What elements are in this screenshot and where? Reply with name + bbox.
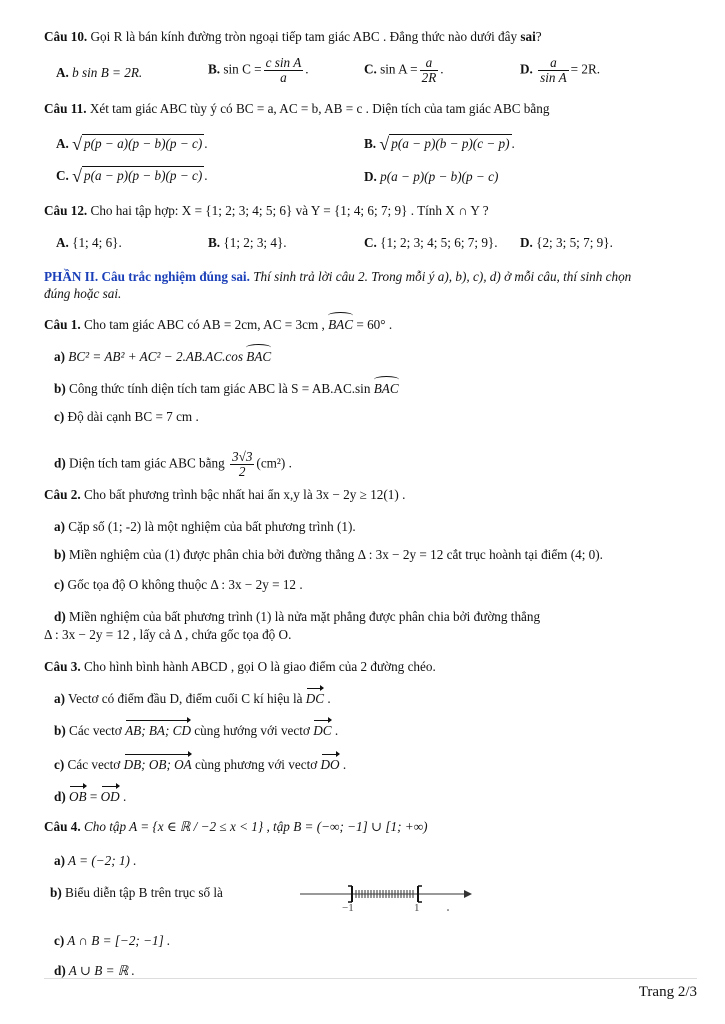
q11-a-post: .: [204, 136, 208, 151]
q10-b-fraction: [264, 56, 304, 85]
part2-title: PHẦN II. Câu trắc nghiệm đúng sai.: [44, 269, 250, 284]
p3-a-label: a): [54, 691, 65, 706]
p4-c-text: A ∩ B = [−2; −1] .: [64, 933, 171, 948]
p3-c-vector: DO: [320, 757, 340, 772]
p2-c-text: Gốc tọa độ O không thuộc Δ : 3x − 2y = 12 .: [64, 577, 303, 592]
q12-option-b: [208, 234, 287, 252]
p2-c-label: c): [54, 577, 65, 592]
q11-option-a: A. √ p(p − a)(p − b)(p − c) .: [56, 134, 208, 154]
p3-b-mid: cùng hướng với vectơ: [191, 723, 314, 738]
p4-d-label: d): [54, 963, 66, 978]
p1-d-label: d): [54, 455, 66, 471]
p1-item-d: [54, 450, 292, 479]
p1-b-angle: BAC: [373, 381, 399, 396]
p4-label: Câu 4.: [44, 819, 81, 834]
p3-c-text: Các vectơ: [64, 757, 124, 772]
q11-label: Câu 11.: [44, 101, 87, 116]
p1-d-num: 3√3: [231, 449, 253, 464]
p1-item-a: [54, 348, 271, 366]
p4-d-text: A ∪ B = ℝ .: [65, 963, 135, 978]
p1-angle: BAC: [328, 317, 354, 332]
q12-option-a: [56, 234, 122, 252]
p2-d-text-1: Miền nghiệm của bất phương trình (1) là nửa mặt phẳng được phân chia bởi đường thẳng: [65, 609, 541, 624]
p3-item-d: [54, 788, 126, 806]
p1-b-text: Công thức tính diện tích tam giác ABC là S = AB.AC.sin: [65, 381, 374, 396]
p4-text: Cho tập A = {x ∈ ℝ / −2 ≤ x < 1} , tập B = (−∞; −1] ∪ [1; +∞): [80, 819, 428, 834]
q11-text: Xét tam giác ABC tùy ý có BC = a, AC = b, AB = c . Diện tích của tam giác ABC bằng: [86, 101, 550, 116]
p4-a-label: a): [54, 853, 65, 868]
q11-c-post: .: [204, 168, 208, 183]
p3-label: Câu 3.: [44, 659, 81, 674]
p4-item-a: [54, 852, 137, 870]
p3-a-vector: DC: [305, 691, 325, 706]
q12-stem: [44, 202, 489, 220]
q10-c-post: .: [440, 61, 444, 77]
p1-d-den: 2: [238, 464, 246, 479]
number-line-svg: [296, 876, 476, 918]
p2-label: Câu 2.: [44, 487, 81, 502]
p3-item-b: [54, 722, 338, 740]
q10-option-a: [56, 64, 142, 82]
q12-option-c: [364, 234, 498, 252]
p2-item-a: [54, 518, 356, 536]
q10-d-label: D.: [520, 61, 533, 77]
q10-stem: [44, 28, 542, 46]
p1-text: Cho tam giác ABC có AB = 2cm, AC = 3cm ,: [80, 317, 329, 332]
q12-c-label: C.: [364, 235, 377, 250]
q12-a-text: {1; 4; 6}.: [72, 235, 122, 250]
p3-text: Cho hình bình hành ABCD , gọi O là giao điểm của 2 đường chéo.: [80, 659, 436, 674]
p2-d-label: d): [54, 609, 66, 624]
q11-option-b: B. √ p(a − p)(b − p)(c − p) .: [364, 134, 515, 154]
q10-option-d: [520, 56, 600, 85]
p1-b-label: b): [54, 381, 66, 396]
part2-desc-2: đúng hoặc sai.: [44, 286, 122, 301]
q11-stem: [44, 100, 549, 118]
p3-b-vectors: AB; BA; CD: [125, 723, 191, 738]
q12-label: Câu 12.: [44, 203, 88, 218]
p2-item-b: [54, 546, 603, 564]
q10-c-den: 2R: [421, 70, 437, 85]
p1-end: = 60° .: [353, 317, 393, 332]
q11-d-label: D.: [364, 169, 377, 184]
p3-d-label: d): [54, 789, 66, 804]
p4-item-b: [50, 884, 223, 902]
p4-a-text: A = (−2; 1) .: [65, 853, 137, 868]
p1-item-b: [54, 380, 399, 398]
p3-d-eq: =: [86, 789, 101, 804]
p1-item-c: [54, 408, 199, 426]
p1-d-unit: (cm²) .: [256, 455, 292, 471]
q11-b-post: .: [511, 136, 515, 151]
p1-a-label: a): [54, 349, 65, 364]
q12-d-text: {2; 3; 5; 7; 9}.: [536, 235, 613, 250]
q10-label: Câu 10.: [44, 29, 88, 44]
tick-label-minus-one: −1: [342, 902, 354, 914]
q10-b-den: a: [280, 70, 287, 85]
p3-b-text: Các vectơ: [65, 723, 126, 738]
q10-d-fraction: [538, 56, 569, 85]
p1-label: Câu 1.: [44, 317, 81, 332]
q11-c-text: p(a − p)(p − b)(p − c): [84, 168, 203, 183]
p3-b-end: .: [331, 723, 339, 738]
q10-option-c: [364, 56, 444, 85]
p2-b-text: Miền nghiệm của (1) được phân chia bởi đường thẳng Δ : 3x − 2y = 12 cắt trục hoành tại điểm (4; 0).: [65, 547, 603, 562]
q10-c-fraction: [420, 56, 439, 85]
q11-b-label: B.: [364, 136, 377, 151]
q10-c-num: a: [420, 56, 439, 71]
q11-d-text: p(a − p)(p − b)(p − c): [380, 169, 499, 184]
footer-divider: [44, 978, 697, 979]
p4-stem: [44, 818, 428, 836]
q12-text: Cho hai tập hợp: X = {1; 2; 3; 4; 5; 6} và Y = {1; 4; 6; 7; 9} . Tính X ∩ Y ?: [87, 203, 489, 218]
q11-a-label: A.: [56, 136, 69, 151]
p3-b-label: b): [54, 723, 66, 738]
q11-option-c: C. √ p(a − p)(p − b)(p − c) .: [56, 166, 208, 186]
q12-b-label: B.: [208, 235, 221, 250]
p1-c-label: c): [54, 409, 65, 424]
q10-d-den: sin A: [540, 70, 567, 85]
p3-b-vector: DC: [313, 723, 332, 738]
p4-b-label: b): [50, 885, 62, 900]
p1-a-text: BC² = AB² + AC² − 2.AB.AC.cos: [65, 349, 247, 364]
p2-b-label: b): [54, 547, 66, 562]
q10-option-b: [208, 56, 309, 85]
q11-b-text: p(a − p)(b − p)(c − p): [391, 136, 510, 151]
q10-b-label: B.: [208, 61, 221, 77]
q10-a-text: b sin B = 2R.: [72, 65, 143, 80]
part2-desc-1: Thí sinh trả lời câu 2. Trong mỗi ý a), b), c), d) ở mỗi câu, thí sinh chọn: [249, 269, 632, 284]
q11-option-d: [364, 168, 498, 186]
p1-c-text: Độ dài cạnh BC = 7 cm .: [64, 409, 199, 424]
p2-item-d: [54, 608, 540, 626]
p3-d-end: .: [119, 789, 127, 804]
number-line-figure: [296, 876, 476, 922]
p3-d-vector-2: OD: [100, 789, 120, 804]
q10-d-num: a: [538, 56, 569, 71]
p3-item-a: [54, 690, 331, 708]
q10-text: Gọi R là bán kính đường tròn ngoại tiếp tam giác ABC . Đẳng thức nào dưới đây: [87, 29, 521, 44]
p4-item-c: [54, 932, 170, 950]
q12-b-text: {1; 2; 3; 4}.: [223, 235, 287, 250]
q10-c-pre: sin A =: [380, 61, 418, 77]
q11-a-text: p(p − a)(p − b)(p − c): [84, 136, 203, 151]
p1-stem: [44, 316, 392, 334]
p3-a-end: .: [324, 691, 331, 706]
q10-c-label: C.: [364, 61, 377, 77]
p3-a-text: Vectơ có điểm đầu D, điểm cuối C kí hiệu là: [65, 691, 306, 706]
q10-b-num: c sin A: [265, 55, 302, 70]
p2-item-c: [54, 576, 303, 594]
q10-b-post: .: [305, 61, 309, 77]
q11-c-label: C.: [56, 168, 69, 183]
q12-d-label: D.: [520, 235, 533, 250]
part2-heading: [44, 268, 631, 286]
q12-option-d: [520, 234, 613, 252]
p4-b-text: Biểu diễn tập B trên trục số là: [61, 885, 223, 900]
page-number: Trang 2/3: [638, 984, 697, 1000]
q10-d-post: = 2R.: [570, 61, 601, 77]
p2-a-text: Cặp số (1; -2) là một nghiệm của bất phương trình (1).: [65, 519, 356, 534]
q12-a-label: A.: [56, 235, 69, 250]
p2-stem: [44, 486, 405, 504]
q12-c-text: {1; 2; 3; 4; 5; 6; 7; 9}.: [380, 235, 498, 250]
p1-d-fraction: [230, 450, 254, 479]
p1-d-text: Diện tích tam giác ABC bằng: [65, 455, 228, 471]
p2-text: Cho bất phương trình bậc nhất hai ẩn x,y là 3x − 2y ≥ 12(1) .: [80, 487, 406, 502]
p2-d-text-2: Δ : 3x − 2y = 12 , lấy cả Δ , chứa gốc tọa độ O.: [44, 627, 292, 642]
tick-label-one: 1: [414, 902, 420, 914]
p3-c-mid: cùng phương với vectơ: [191, 757, 321, 772]
q10-a-label: A.: [56, 65, 69, 80]
p3-item-c: [54, 756, 346, 774]
p3-c-vectors: DB; OB; OA: [123, 757, 192, 772]
p3-c-label: c): [54, 757, 65, 772]
q10-bold: sai: [520, 29, 536, 44]
p4-c-label: c): [54, 933, 65, 948]
p3-c-end: .: [339, 757, 347, 772]
p1-a-angle: BAC: [246, 349, 272, 364]
q10-end: ?: [535, 29, 542, 44]
p3-d-vector-1: OB: [69, 789, 87, 804]
p2-a-label: a): [54, 519, 65, 534]
axis-arrow: [464, 890, 472, 898]
q10-b-pre: sin C =: [223, 61, 262, 77]
p3-stem: [44, 658, 436, 676]
